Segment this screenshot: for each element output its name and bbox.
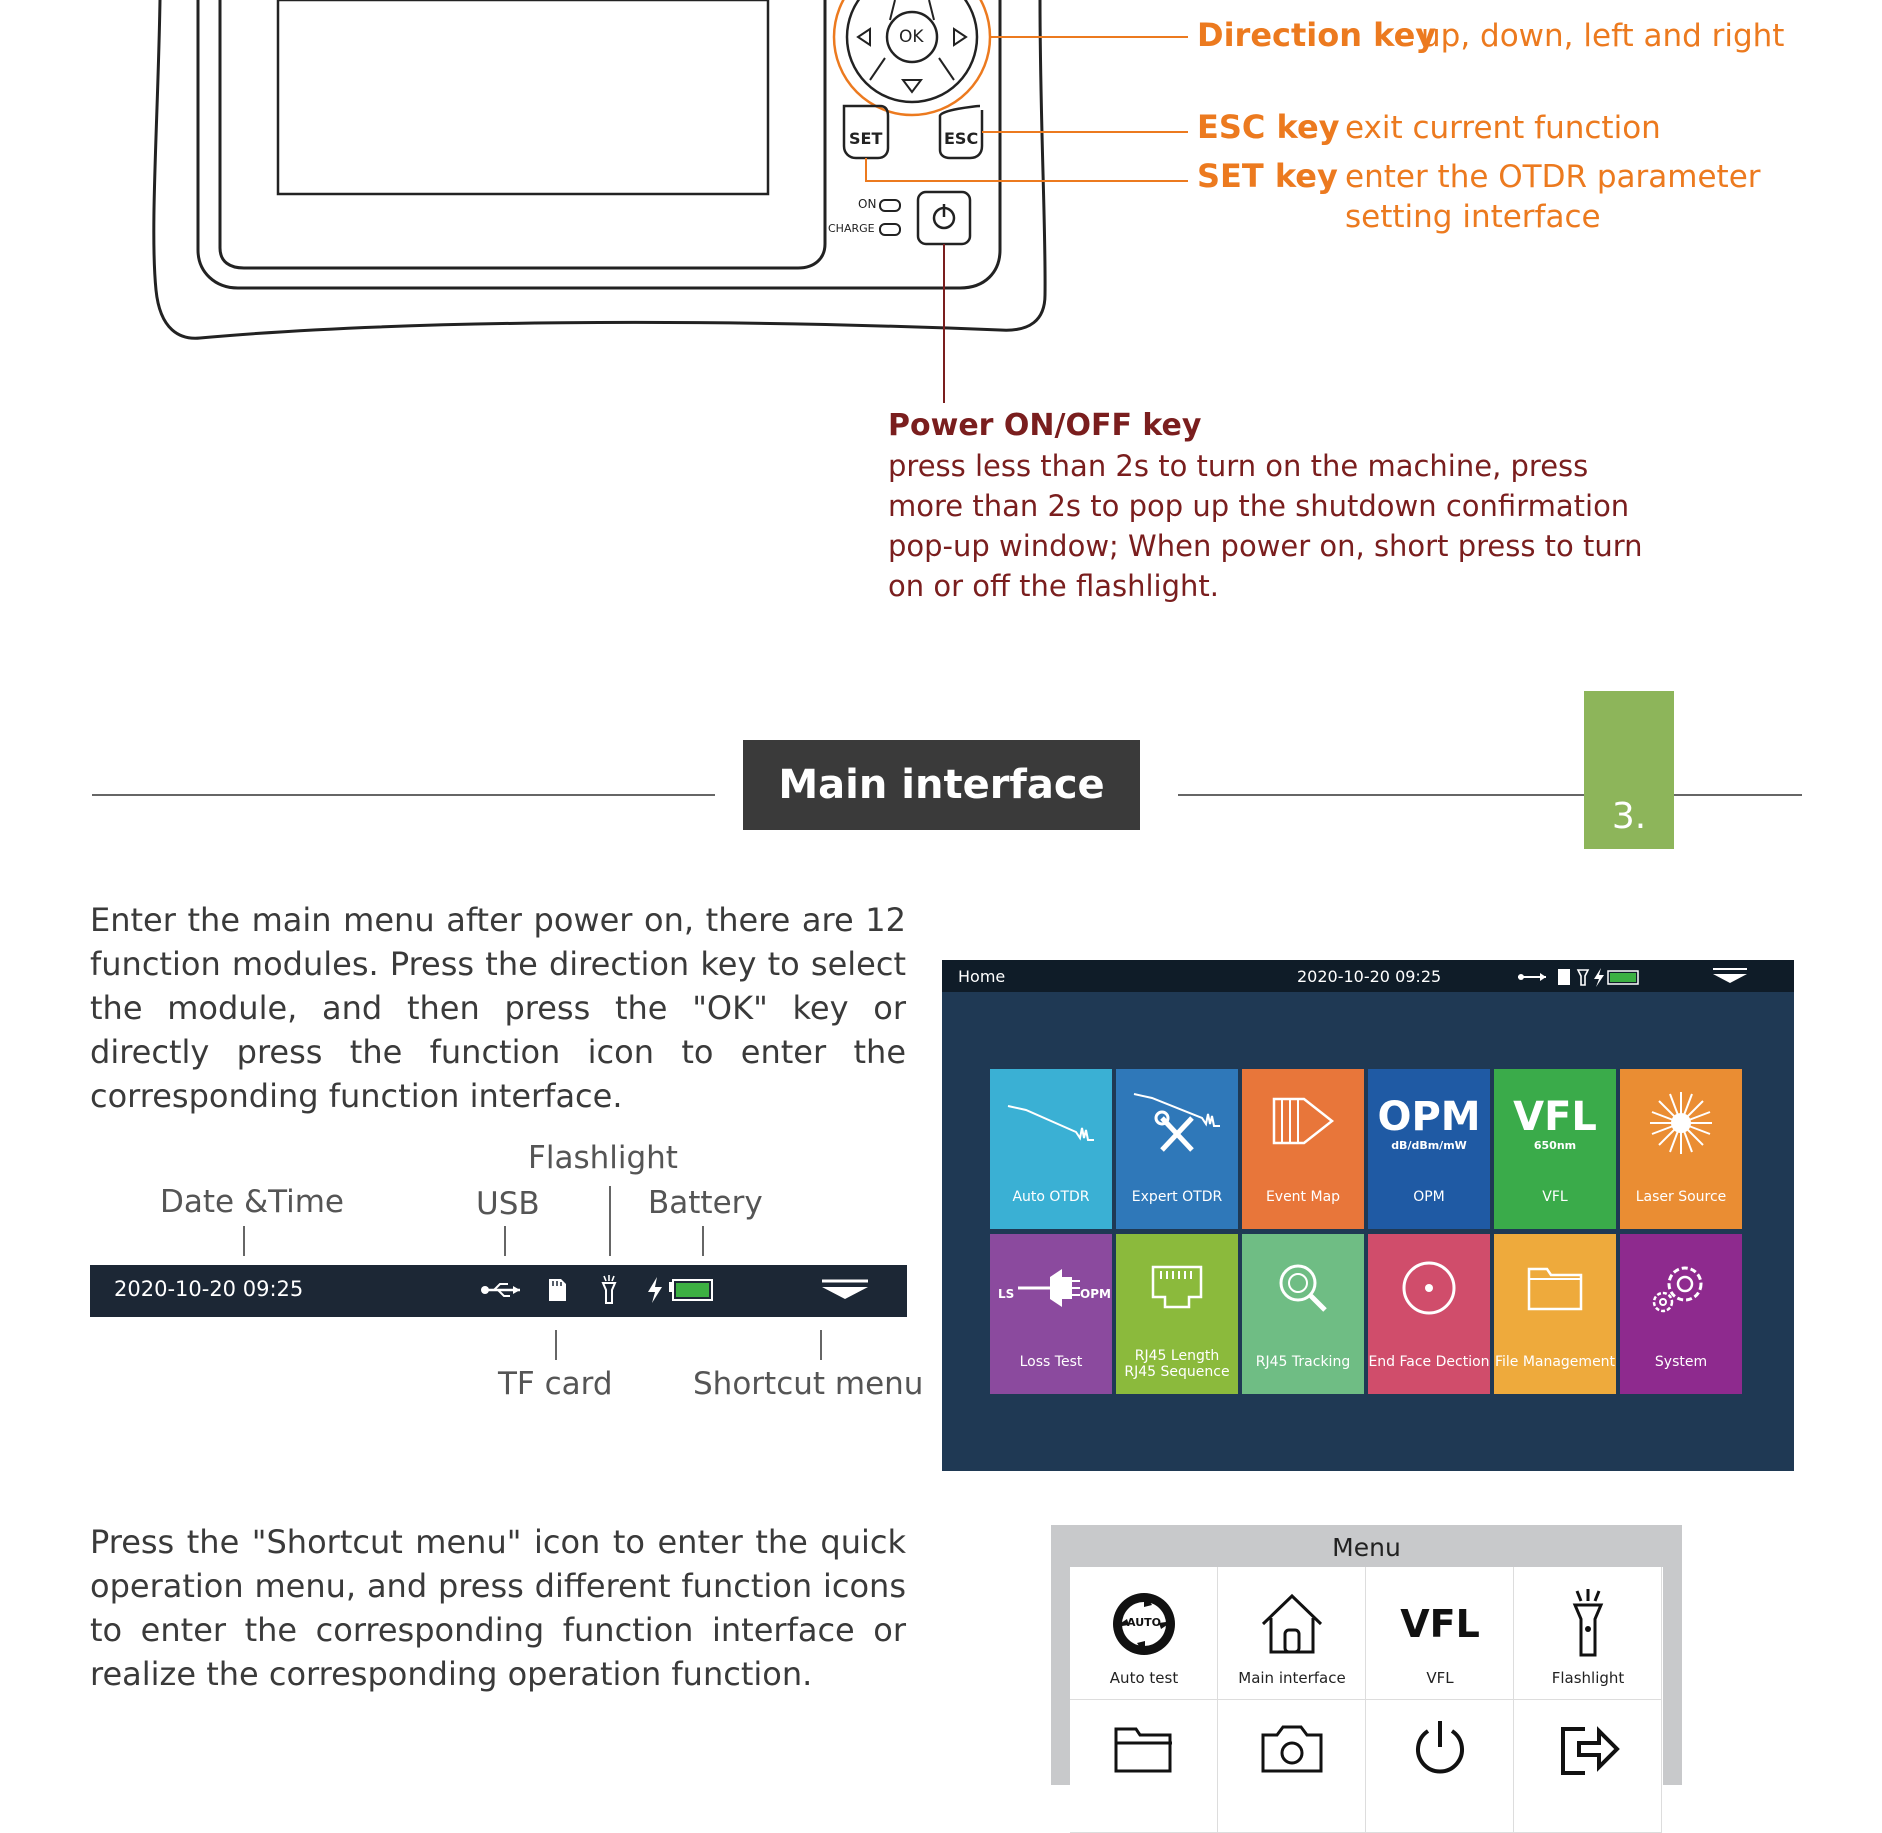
- vfl-glyph: [1494, 1083, 1616, 1163]
- auto-test-icon-text: AUTO: [1127, 1616, 1161, 1629]
- folder-icon: [1494, 1248, 1616, 1328]
- camera-icon: [1218, 1714, 1366, 1784]
- tile-rj45-length[interactable]: [1116, 1234, 1238, 1394]
- loss-test-ls: LS: [998, 1287, 1015, 1301]
- tile-label: System: [1654, 1354, 1708, 1370]
- vfl-icon: [1366, 1589, 1514, 1659]
- otdr-trace-icon: [990, 1083, 1112, 1163]
- section-title: Main interface: [743, 740, 1140, 830]
- section-rule-right: [1178, 794, 1802, 796]
- folder-icon: [1070, 1714, 1218, 1784]
- power-key-desc: press less than 2s to turn on the machine, press more than 2s to pop up the shutdown confirmation pop-up window; When power on, short press to turn on or off the flashlight.: [888, 449, 1643, 603]
- vfl-big-text: VFL: [1513, 1093, 1597, 1140]
- intro-paragraph: Enter the main menu after power on, there are 12 function modules. Press the direction key to select the module, and then press the "OK" key or directly press the function icon to enter the corresponding function interface.: [90, 901, 906, 1115]
- section-number: [1584, 691, 1674, 849]
- right-arrow-icon: [954, 29, 966, 45]
- screen-status-icons: [1518, 966, 1658, 988]
- battery-icon: [668, 1275, 714, 1305]
- tile-label: File Management: [1494, 1354, 1616, 1370]
- set-key-desc-line-2: setting interface: [1345, 199, 1601, 235]
- tile-event-map[interactable]: [1242, 1069, 1364, 1229]
- tile-label: Expert OTDR: [1131, 1189, 1223, 1205]
- shortcut-menu-icon: [820, 1275, 870, 1305]
- direction-key-title: Direction key: [1197, 16, 1437, 54]
- tile-file-management[interactable]: [1494, 1234, 1616, 1394]
- event-map-icon: [1242, 1083, 1364, 1163]
- opm-glyph: [1368, 1083, 1490, 1163]
- tile-laser-source[interactable]: [1620, 1069, 1742, 1229]
- on-label: ON: [858, 197, 877, 211]
- tile-label: RJ45 Length RJ45 Sequence: [1124, 1348, 1230, 1380]
- down-arrow-icon: [903, 80, 921, 92]
- menu-item-main-interface[interactable]: [1218, 1567, 1366, 1700]
- tile-label: Event Map: [1265, 1189, 1341, 1205]
- label-shortcut-menu: Shortcut menu: [693, 1366, 924, 1402]
- tile-rj45-tracking[interactable]: [1242, 1234, 1364, 1394]
- tile-system[interactable]: [1620, 1234, 1742, 1394]
- power-key-title: Power ON/OFF key: [888, 408, 1202, 443]
- tile-label: RJ45 Tracking: [1255, 1354, 1351, 1370]
- rj45-port-icon: [1116, 1248, 1238, 1328]
- tile-opm[interactable]: [1368, 1069, 1490, 1229]
- status-datetime: 2020-10-20 09:25: [114, 1277, 304, 1301]
- menu-item-label: Auto test: [1109, 1669, 1179, 1687]
- tile-vfl[interactable]: [1494, 1069, 1616, 1229]
- gear-icon: [1620, 1248, 1742, 1328]
- tf-card-icon: [546, 1275, 568, 1305]
- tile-auto-otdr[interactable]: [990, 1069, 1112, 1229]
- dpad-outer-ring: [834, 0, 990, 115]
- magnifier-icon: [1242, 1248, 1364, 1328]
- menu-item-label: Flashlight: [1551, 1669, 1625, 1687]
- tile-loss-test[interactable]: [990, 1234, 1112, 1394]
- screen-datetime: 2020-10-20 09:25: [1297, 967, 1442, 986]
- dpad-inner-ring: [847, 0, 977, 102]
- menu-item-power[interactable]: [1366, 1700, 1514, 1833]
- tick-usb: [504, 1226, 506, 1256]
- opm-sub-text: dB/dBm/mW: [1391, 1138, 1467, 1152]
- on-led: [880, 200, 900, 211]
- tick-flashlight: [609, 1186, 611, 1256]
- charging-icon: [646, 1275, 664, 1305]
- shortcut-menu-panel: [1051, 1525, 1682, 1785]
- tile-label: Laser Source: [1635, 1189, 1727, 1205]
- screen-status-bar: [942, 960, 1794, 992]
- vfl-sub-text: 650nm: [1533, 1138, 1577, 1152]
- tile-label: End Face Dection: [1368, 1354, 1490, 1370]
- section-rule-left: [92, 794, 715, 796]
- set-leader: [866, 158, 1188, 181]
- direction-key-desc: up, down, left and right: [1421, 18, 1785, 54]
- tick-battery: [702, 1226, 704, 1256]
- opm-big-text: OPM: [1377, 1093, 1481, 1140]
- usb-icon: [480, 1275, 522, 1305]
- flashlight-icon: [1514, 1589, 1662, 1659]
- label-tf-card: TF card: [498, 1366, 613, 1402]
- section-number-text: 3.: [1611, 796, 1647, 837]
- device-inner-frame: [220, 0, 825, 268]
- tick-shortcut-menu: [820, 1330, 822, 1360]
- menu-item-exit[interactable]: [1514, 1700, 1662, 1833]
- label-battery: Battery: [648, 1185, 763, 1221]
- menu-item-label: Main interface: [1238, 1669, 1346, 1687]
- menu-grid: [1070, 1567, 1663, 1797]
- label-flashlight: Flashlight: [528, 1140, 678, 1176]
- status-bar-example: [90, 1265, 907, 1317]
- home-icon: [1218, 1589, 1366, 1659]
- tile-label: VFL: [1542, 1189, 1568, 1205]
- device-screen: [278, 0, 768, 194]
- shortcut-paragraph: Press the "Shortcut menu" icon to enter the quick operation menu, and press different function icons to enter the corresponding function interface or realize the corresponding operation function.: [90, 1523, 906, 1693]
- charge-led: [880, 224, 900, 235]
- laser-burst-icon: [1620, 1083, 1742, 1163]
- end-face-icon: [1368, 1248, 1490, 1328]
- screen-shortcut-menu-icon[interactable]: [1712, 966, 1748, 986]
- flashlight-icon: [600, 1275, 618, 1305]
- menu-item-label: VFL: [1426, 1669, 1454, 1687]
- power-icon: [1366, 1714, 1514, 1784]
- set-key-label: SET: [849, 129, 883, 148]
- ok-key-label: OK: [899, 27, 924, 47]
- exit-icon: [1514, 1714, 1662, 1784]
- power-key: [918, 192, 970, 244]
- tile-expert-otdr[interactable]: [1116, 1069, 1238, 1229]
- tick-tf-card: [555, 1330, 557, 1360]
- set-key-title: SET key: [1197, 157, 1338, 195]
- menu-title: Menu: [1332, 1533, 1401, 1562]
- tile-label: Auto OTDR: [1012, 1189, 1090, 1205]
- charge-label: CHARGE: [828, 222, 875, 235]
- menu-item-vfl[interactable]: [1366, 1567, 1514, 1700]
- menu-item-auto-test[interactable]: [1070, 1567, 1218, 1700]
- tools-icon: [1116, 1083, 1238, 1163]
- left-arrow-icon: [858, 29, 870, 45]
- esc-key-desc: exit current function: [1345, 110, 1661, 146]
- main-interface-screenshot: [942, 960, 1794, 1471]
- loss-test-opm: OPM: [1080, 1287, 1111, 1301]
- tick-date-time: [243, 1226, 245, 1256]
- menu-item-folder[interactable]: [1070, 1700, 1218, 1833]
- set-key-desc-line-1: enter the OTDR parameter: [1345, 159, 1761, 195]
- label-usb: USB: [476, 1186, 540, 1222]
- screen-home-label: Home: [958, 967, 1006, 986]
- tile-label: Loss Test: [1019, 1354, 1083, 1370]
- esc-key-title: ESC key: [1197, 108, 1340, 146]
- menu-item-camera[interactable]: [1218, 1700, 1366, 1833]
- label-date-time: Date &Time: [160, 1184, 344, 1220]
- vfl-icon-text: VFL: [1400, 1602, 1480, 1646]
- esc-key-label: ESC: [944, 129, 979, 148]
- menu-item-flashlight[interactable]: [1514, 1567, 1662, 1700]
- tile-end-face-dection[interactable]: [1368, 1234, 1490, 1394]
- tile-label: OPM: [1413, 1189, 1445, 1205]
